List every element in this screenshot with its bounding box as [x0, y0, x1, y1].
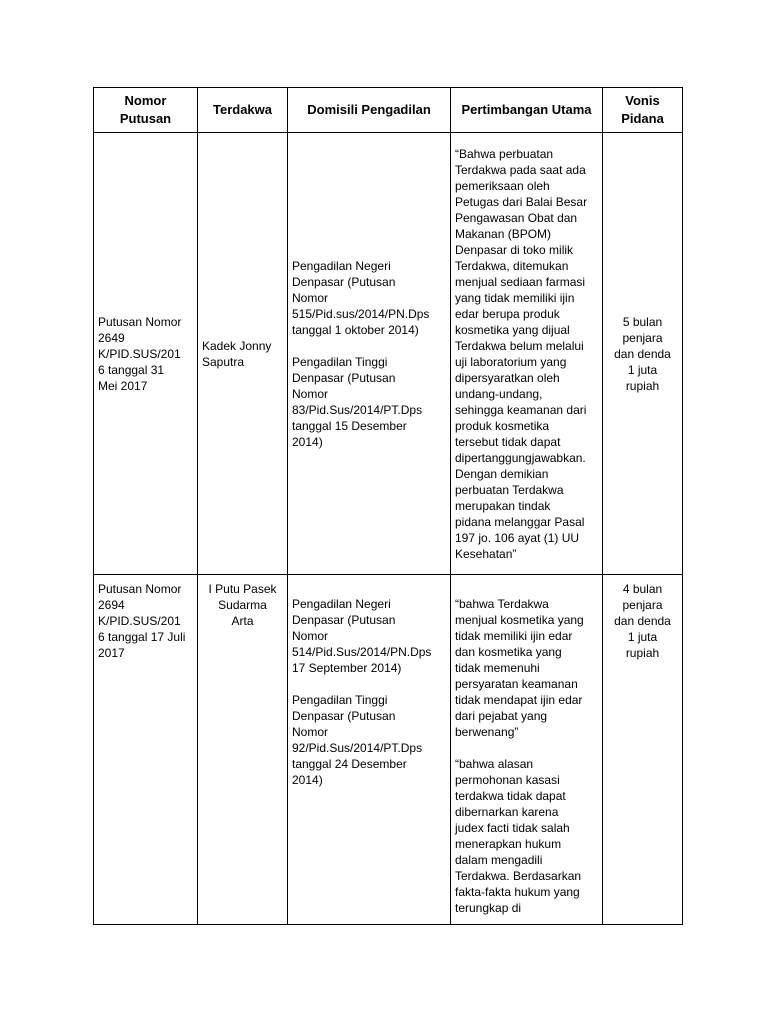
pertimbangan-paragraph-2: “bahwa alasan permohonan kasasi terdakwa tidak dapat dibernarkan karena judex facti tidak salah menerapkan hukum dalam mengadili Terdakwa. Berdasarkan fakta-fakta hukum yang terungkap di [455, 757, 582, 915]
header-row [94, 88, 683, 133]
header-nomor-putusan: Nomor Putusan [94, 88, 198, 133]
cell-terdakwa: I Putu Pasek Sudarma Arta [198, 575, 288, 925]
cell-vonis: 5 bulan penjara dan denda 1 juta rupiah [603, 133, 683, 575]
cell-nomor: Putusan Nomor 2649 K/PID.SUS/201 6 tanggal 31 Mei 2017 [94, 133, 198, 575]
header-vonis-pidana: Vonis Pidana [603, 88, 683, 133]
cell-nomor: Putusan Nomor 2694 K/PID.SUS/201 6 tanggal 17 Juli 2017 [94, 575, 198, 925]
table-header [94, 88, 683, 133]
verdict-table [93, 87, 683, 925]
paragraph-gap [455, 740, 598, 756]
cell-domisili [288, 575, 451, 925]
domisili-pt: Pengadilan Tinggi Denpasar (Putusan Nomor 83/Pid.Sus/2014/PT.Dps tanggal 15 Desember 2014) [292, 354, 423, 449]
cell-pertimbangan: “Bahwa perbuatan Terdakwa pada saat ada pemeriksaan oleh Petugas dari Balai Besar Pengawasan Obat dan Makanan (BPOM) Denpasar di toko milik Terdakwa, ditemukan menjual sediaan farmasi yang tidak memiliki ijin edar berupa produk kosmetika yang dijual Terdakwa belum melalui uji laboratorium yang dipersyaratkan oleh undang-undang, sehingga keamanan dari produk kosmetika tersebut tidak dapat dipertanggungjawabkan. Dengan demikian perbuatan Terdakwa merupakan tindak pidana melanggar Pasal 197 jo. 106 ayat (1) UU Kesehatan” [451, 133, 603, 575]
paragraph-gap [292, 676, 446, 692]
domisili-pt: Pengadilan Tinggi Denpasar (Putusan Nomor 92/Pid.Sus/2014/PT.Dps tanggal 24 Desember 2014) [292, 693, 423, 787]
table-row [94, 133, 683, 575]
cell-vonis: 4 bulan penjara dan denda 1 juta rupiah [603, 575, 683, 925]
pertimbangan-paragraph-1: “bahwa Terdakwa menjual kosmetika yang tidak memiliki ijin edar dan kosmetika yang tidak memenuhi persyaratan keamanan tidak mendapat ijin edar dari pejabat yang berwenang” [455, 597, 584, 739]
header-terdakwa: Terdakwa [198, 88, 288, 133]
table-row [94, 575, 683, 925]
paragraph-gap [292, 338, 446, 354]
domisili-pn: Pengadilan Negeri Denpasar (Putusan Nomor 514/Pid.Sus/2014/PN.Dps 17 September 2014) [292, 597, 432, 675]
header-pertimbangan-utama: Pertimbangan Utama [451, 88, 603, 133]
header-domisili-pengadilan: Domisili Pengadilan [288, 88, 451, 133]
cell-pertimbangan [451, 575, 603, 925]
cell-terdakwa: Kadek Jonny Saputra [198, 133, 288, 575]
cell-domisili [288, 133, 451, 575]
domisili-pn: Pengadilan Negeri Denpasar (Putusan Nomor 515/Pid.sus/2014/PN.Dps tanggal 1 oktober 2014) [292, 258, 430, 337]
